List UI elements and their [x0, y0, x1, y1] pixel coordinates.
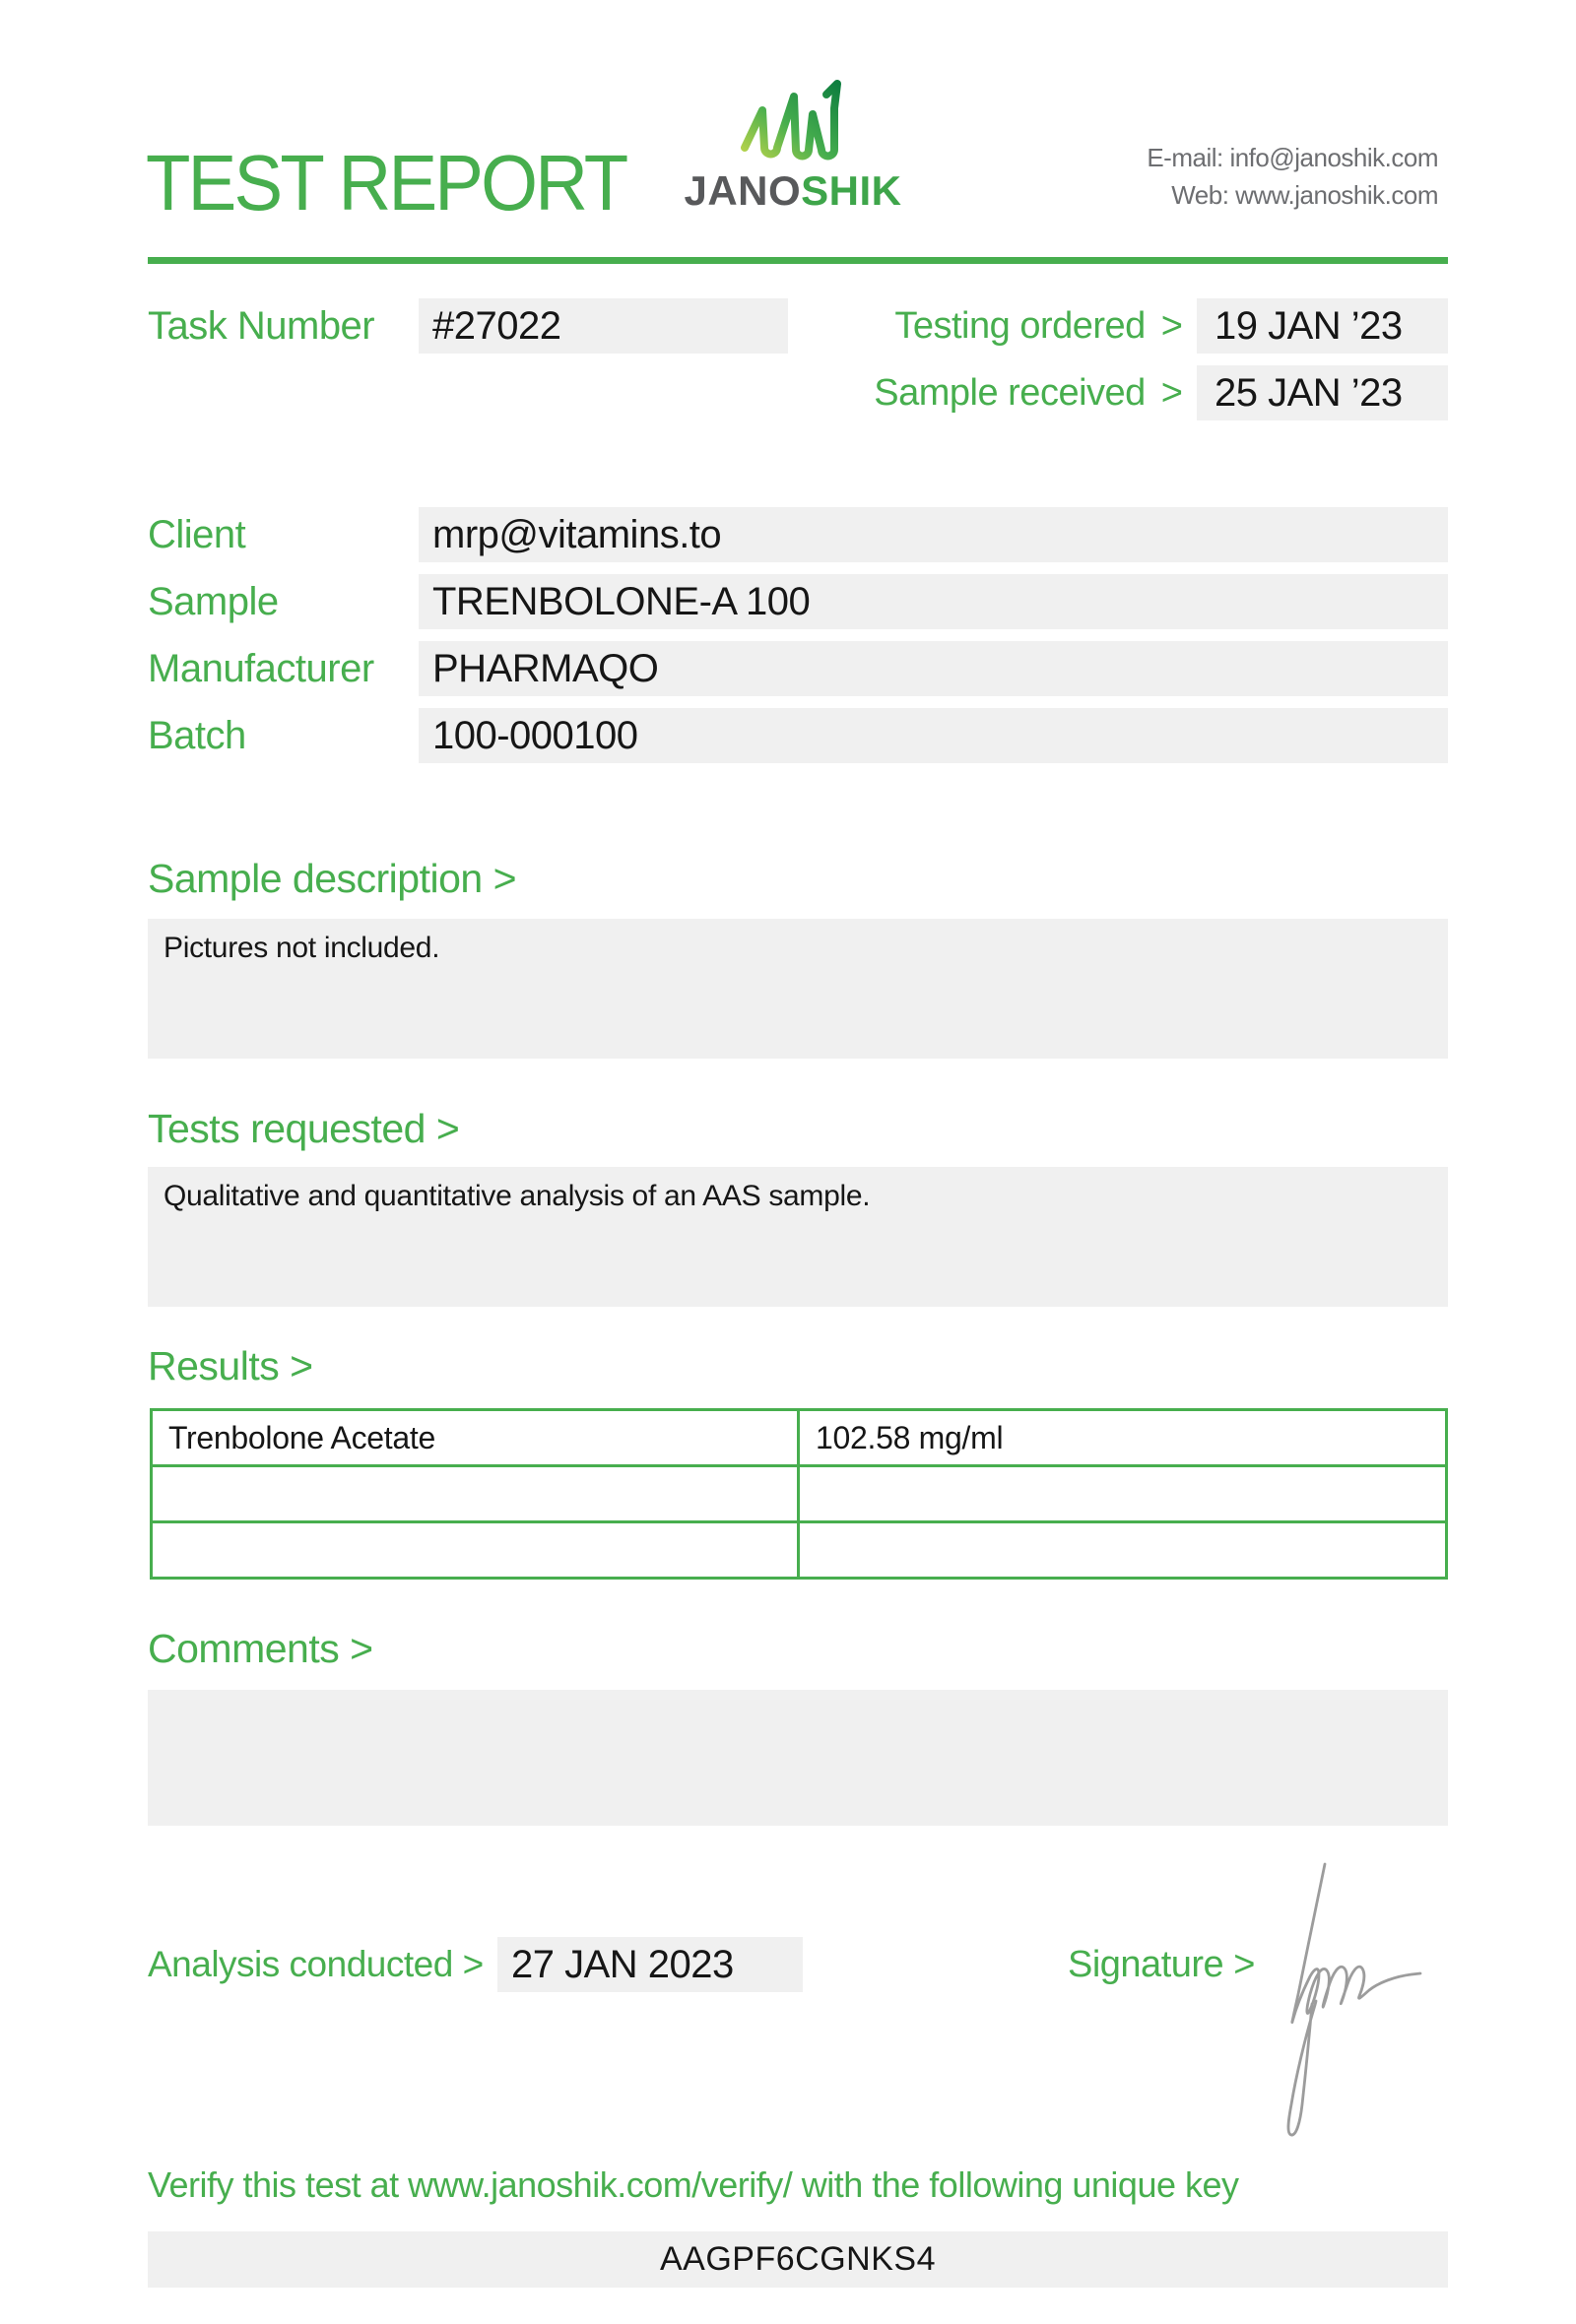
task-number-value: #27022 — [419, 298, 788, 354]
page-title: TEST REPORT — [146, 139, 626, 226]
verify-instruction: Verify this test at www.janoshik.com/verify/ with the following unique key — [148, 2164, 1239, 2205]
testing-ordered-date: 19 JAN ’23 — [1197, 298, 1448, 354]
result-substance — [152, 1466, 799, 1522]
tests-requested-box: Qualitative and quantitative analysis of an AAS sample. — [148, 1167, 1448, 1307]
results-heading: Results > — [148, 1343, 313, 1388]
client-label: Client — [148, 513, 246, 556]
client-value: mrp@vitamins.to — [419, 507, 1448, 562]
table-row — [152, 1522, 1447, 1579]
signature-scribble — [1266, 1856, 1438, 2147]
analysis-conducted-label: Analysis conducted > — [148, 1944, 484, 1984]
header-divider — [148, 257, 1448, 264]
sample-received-row — [867, 365, 1448, 420]
sample-description-heading: Sample description > — [148, 856, 517, 901]
result-value — [799, 1466, 1447, 1522]
result-value: 102.58 mg/ml — [799, 1410, 1447, 1466]
sample-value: TRENBOLONE-A 100 — [419, 574, 1448, 629]
brand-primary: JANO — [684, 167, 802, 214]
comments-box — [148, 1690, 1448, 1826]
testing-ordered-label: Testing ordered — [894, 304, 1146, 347]
table-row — [152, 1466, 1447, 1522]
task-number-label: Task Number — [148, 304, 375, 348]
batch-value: 100-000100 — [419, 708, 1448, 763]
manufacturer-value: PHARMAQO — [419, 641, 1448, 696]
manufacturer-label: Manufacturer — [148, 647, 374, 690]
testing-ordered-row — [867, 298, 1448, 354]
result-substance: Trenbolone Acetate — [152, 1410, 799, 1466]
batch-label: Batch — [148, 714, 246, 757]
chevron-right-icon: > — [1160, 371, 1183, 414]
sample-received-date: 25 JAN ’23 — [1197, 365, 1448, 420]
brand-wordmark — [678, 167, 908, 215]
contact-web: Web: www.janoshik.com — [1171, 180, 1438, 210]
sample-received-label: Sample received — [874, 371, 1146, 414]
comments-heading: Comments > — [148, 1626, 373, 1671]
chevron-right-icon: > — [1160, 304, 1183, 347]
analysis-date: 27 JAN 2023 — [497, 1937, 803, 1992]
sample-label: Sample — [148, 580, 279, 623]
signature-label: Signature > — [1068, 1944, 1255, 1985]
brand-secondary: SHIK — [801, 167, 902, 214]
results-table — [150, 1408, 1448, 1580]
contact-email: E-mail: info@janoshik.com — [1147, 143, 1438, 172]
contact-block — [1147, 139, 1438, 214]
result-value — [799, 1522, 1447, 1579]
unique-key: AAGPF6CGNKS4 — [148, 2231, 1448, 2288]
sample-description-box: Pictures not included. — [148, 919, 1448, 1059]
rising-chart-icon — [741, 79, 845, 161]
tests-requested-heading: Tests requested > — [148, 1106, 460, 1151]
janoshik-logo — [678, 79, 908, 215]
result-substance — [152, 1522, 799, 1579]
table-row — [152, 1410, 1447, 1466]
